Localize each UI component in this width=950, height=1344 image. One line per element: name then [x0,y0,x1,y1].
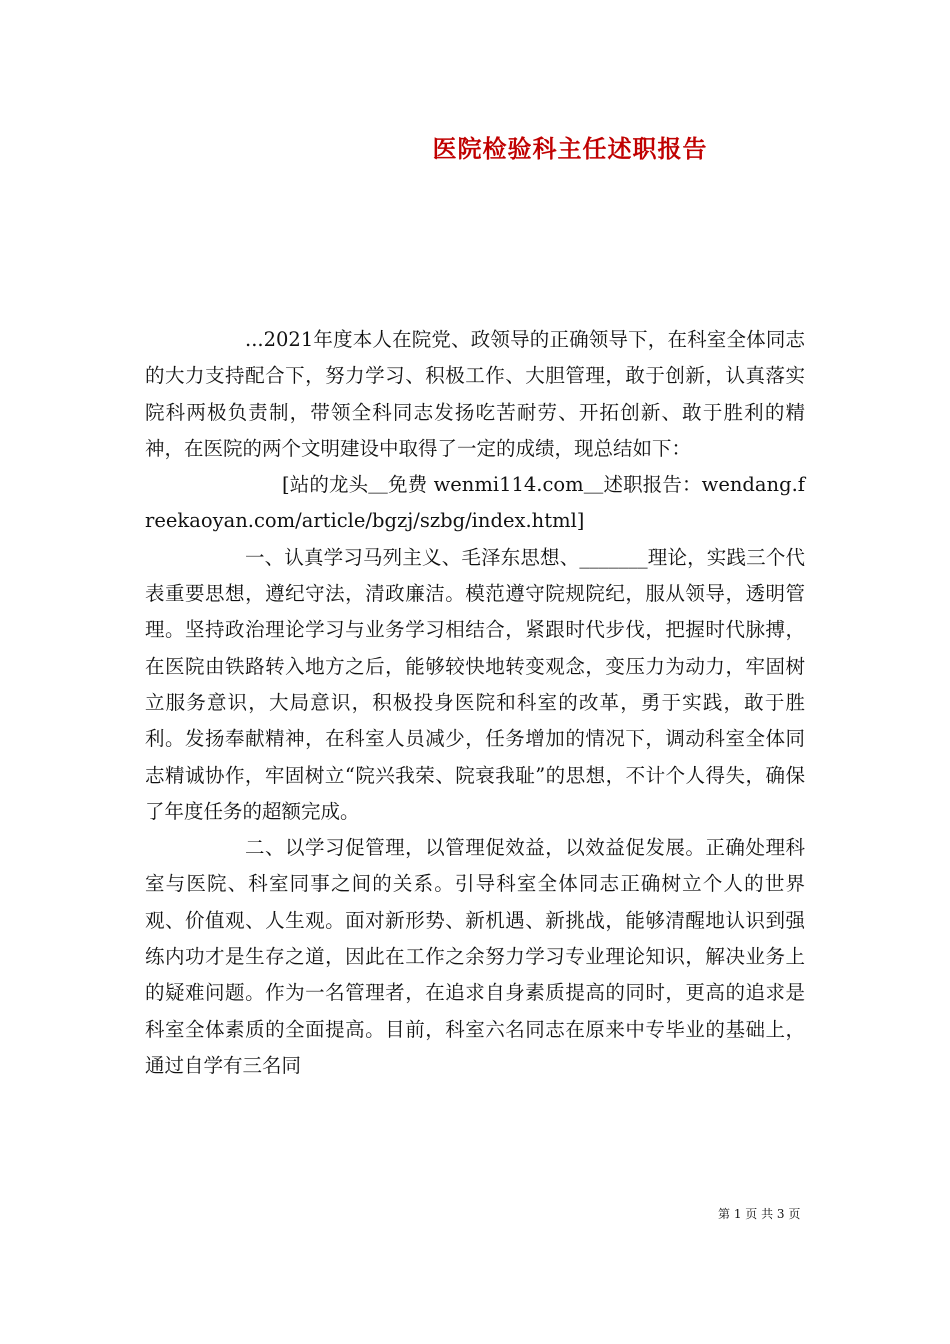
document-title: 医院检验科主任述职报告 [432,134,708,163]
section-two-paragraph: 二、以学习促管理，以管理促效益，以效益促发展。正确处理科室与医院、科室同事之间的关系。引导科室全体同志正确树立个人的世界观、价值观、人生观。面对新形势、新机遇、新挑战，能够清醒地认识到强练内功才是生存之道，因此在工作之余努力学习专业理论知识，解决业务上的疑难问题。作为一名管理者，在追求自身素质提高的同时，更高的追求是科室全体素质的全面提高。目前，科室六名同志在原来中专毕业的基础上，通过自学有三名同 [145,836,805,1077]
section-one-paragraph: 一、认真学习马列主义、毛泽东思想、_______理论，实践三个代表重要思想，遵纪守法，清政廉洁。模范遵守院规院纪，服从领导，透明管理。坚持政治理论学习与业务学习相结合，紧跟时代步伐，把握时代脉搏，在医院由铁路转入地方之后，能够较快地转变观念，变压力为动力，牢固树立服务意识，大局意识，积极投身医院和科室的改革，勇于实践，敢于胜利。发扬奉献精神，在科室人员减少，任务增加的情况下，调动科室全体同志精诚协作，牢固树立“院兴我荣、院衰我耻”的思想，不计个人得失，确保了年度任务的超额完成。 [145,545,805,823]
page-number-footer: 第 1 页 共 3 页 [718,1207,801,1221]
document-body [145,322,805,1084]
source-note-paragraph: [站的龙头＿免费 wenmi114.com＿述职报告：wendang.freekaoyan.com/article/bgzj/szbg/index.html] [145,473,805,533]
intro-paragraph: ...2021年度本人在院党、政领导的正确领导下，在科室全体同志的大力支持配合下，努力学习、积极工作、大胆管理，敢于创新，认真落实院科两极负责制，带领全科同志发扬吃苦耐劳、开拓创新、敢于胜利的精神，在医院的两个文明建设中取得了一定的成绩，现总结如下： [145,328,805,460]
